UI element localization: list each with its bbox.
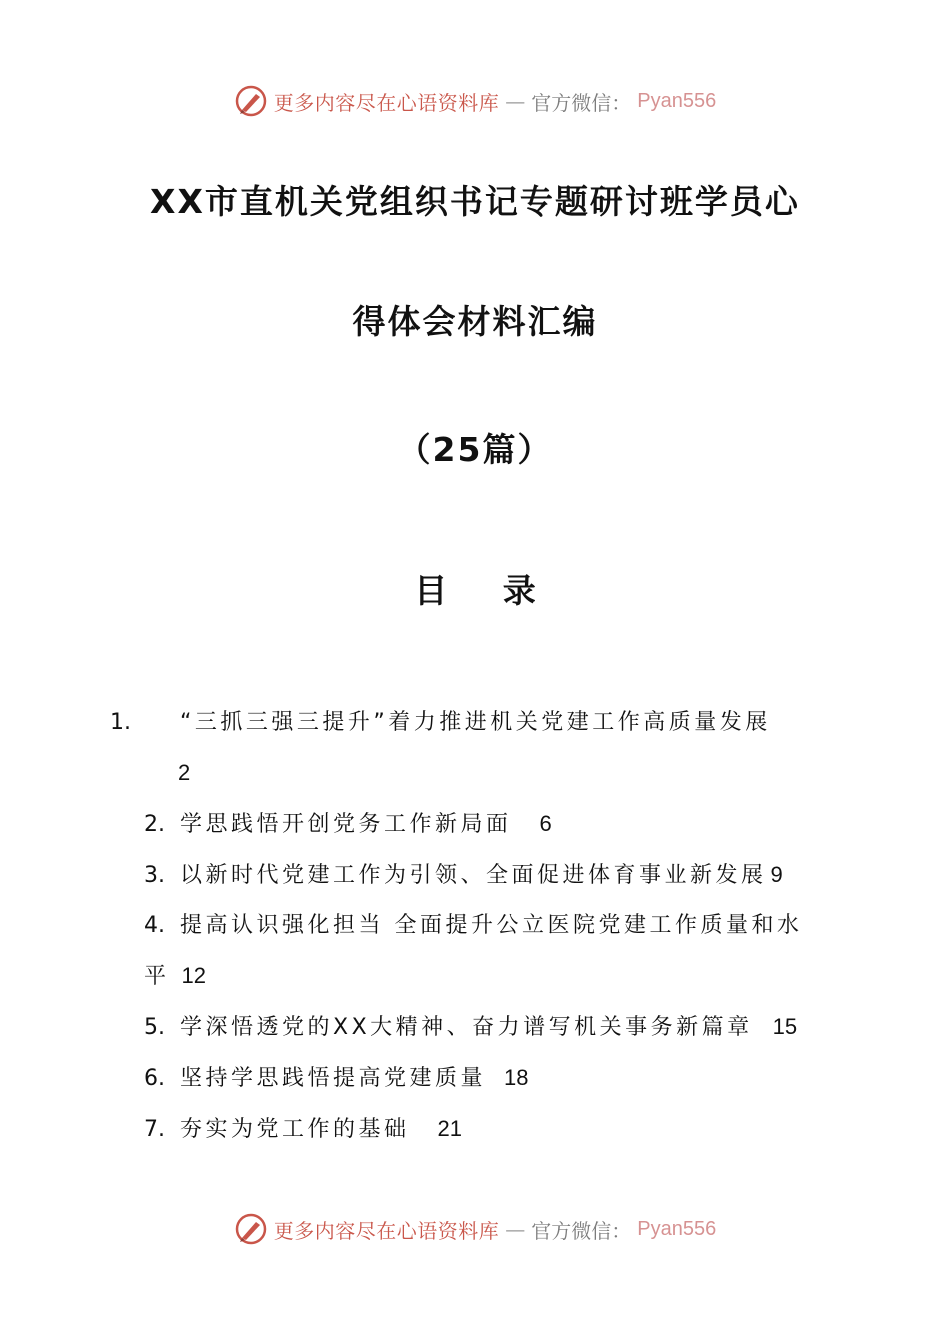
toc-item-number: 4. <box>144 913 165 938</box>
toc-item-page: 21 <box>437 1116 462 1141</box>
toc-item[interactable] <box>144 1053 812 1104</box>
watermark-label: 官方微信： <box>531 1218 632 1243</box>
watermark-dash: — <box>505 89 526 113</box>
toc-item-title: 提高认识强化担当 全面提升公立医院党建工作质量和水平 <box>144 913 803 989</box>
toc-item-number: 6. <box>144 1066 165 1091</box>
document-title-line-1: XX市直机关党组织书记专题研讨班学员心 <box>150 182 800 221</box>
toc-item-title: 学深悟透党的XX大精神、奋力谱写机关事务新篇章 <box>180 1015 753 1040</box>
toc-item[interactable] <box>110 698 812 799</box>
toc-item-title: 以新时代党建工作为引领、全面促进体育事业新发展 <box>180 863 767 888</box>
toc-item-number: 2. <box>144 812 165 837</box>
watermark-text: 更多内容尽在心语资料库 <box>273 1218 500 1243</box>
toc-item[interactable] <box>144 850 812 901</box>
document-title-line-2: 得体会材料汇编 <box>352 302 598 341</box>
watermark-id: Pyan556 <box>637 89 717 112</box>
toc-item[interactable] <box>144 799 812 850</box>
toc-item[interactable] <box>144 1104 812 1155</box>
watermark-header <box>0 84 950 118</box>
toc-item-page: 9 <box>770 862 783 887</box>
toc-item[interactable] <box>144 1002 812 1053</box>
toc-item-page: 15 <box>772 1014 798 1039</box>
toc-item-page: 2 <box>178 760 191 785</box>
watermark-id: Pyan556 <box>637 1217 717 1240</box>
toc-item-number: 7. <box>144 1117 165 1142</box>
toc-item-number: 3. <box>144 863 165 888</box>
watermark-dash: — <box>505 1217 526 1241</box>
toc-item-number: 5. <box>144 1015 165 1040</box>
document-title-count: （25篇） <box>397 430 553 469</box>
toc-item-title: 坚持学思践悟提高党建质量 <box>180 1066 487 1091</box>
table-of-contents <box>110 698 812 1155</box>
watermark-footer <box>0 1212 950 1246</box>
pen-logo-icon <box>234 84 268 118</box>
toc-item-page: 18 <box>504 1065 529 1090</box>
toc-heading: 目 录 <box>414 571 558 610</box>
toc-item-number: 1. <box>110 710 131 735</box>
toc-item-page: 6 <box>539 811 552 836</box>
watermark-label: 官方微信： <box>531 90 632 115</box>
toc-item-title: 夯实为党工作的基础 <box>180 1117 410 1142</box>
watermark-text: 更多内容尽在心语资料库 <box>273 90 500 115</box>
toc-item-page: 12 <box>181 963 206 988</box>
pen-logo-icon <box>234 1212 268 1246</box>
toc-item-title: “三抓三强三提升”着力推进机关党建工作高质量发展 <box>180 710 771 735</box>
toc-item[interactable] <box>144 901 812 1002</box>
toc-item-title: 学思践悟开创党务工作新局面 <box>180 812 512 837</box>
